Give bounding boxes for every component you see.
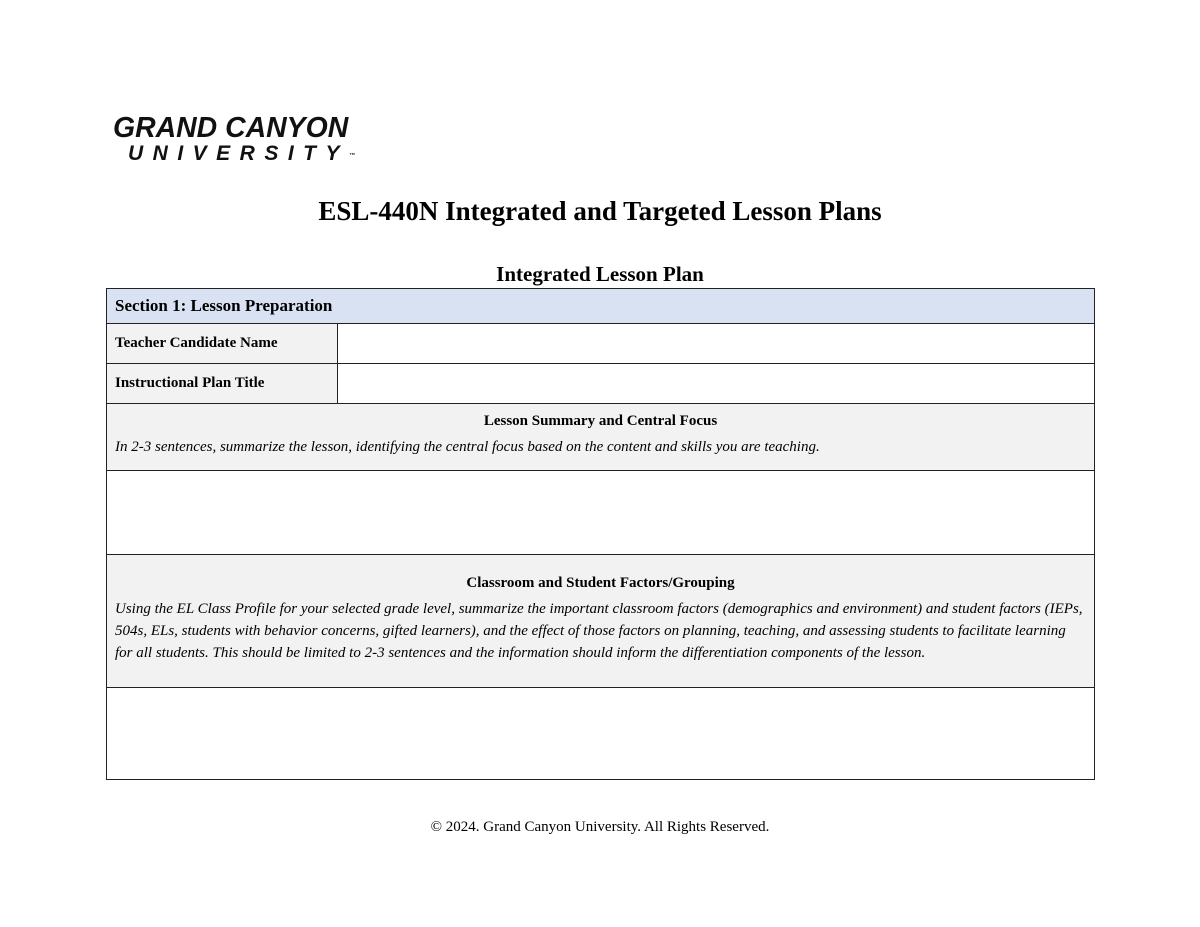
teacher-name-field[interactable] (338, 324, 1095, 364)
university-logo (113, 113, 373, 165)
summary-prompt-cell (107, 404, 1095, 471)
table-row (107, 324, 1095, 364)
document-subtitle: Integrated Lesson Plan (496, 262, 704, 286)
teacher-name-label: Teacher Candidate Name (107, 324, 338, 364)
copyright-footer: © 2024. Grand Canyon University. All Rights Reserved. (430, 819, 770, 835)
lesson-plan-table (106, 288, 1095, 780)
factors-response-field[interactable] (107, 688, 1095, 780)
factors-heading: Classroom and Student Factors/Grouping (466, 574, 735, 591)
logo-line-1: GRAND CANYON (113, 112, 349, 144)
summary-response-field[interactable] (107, 471, 1095, 555)
summary-heading: Lesson Summary and Central Focus (483, 412, 718, 429)
section-header: Section 1: Lesson Preparation (107, 289, 1095, 324)
trademark-symbol: ™ (349, 153, 356, 159)
plan-title-label: Instructional Plan Title (107, 364, 338, 404)
factors-instructions: Using the EL Class Profile for your selected grade level, summarize the important classroom factors (demographics and environment) and student factors (IEPs, 504s, ELs, students with behavior concerns, gifted learners), and the effect of those factors on planning, teaching, and assessing students to facilitate learning for all students. This should be limited to 2-3 sentences and the information should inform the differentiation components of the lesson. (115, 600, 1083, 661)
table-row (107, 364, 1095, 404)
summary-instructions: In 2-3 sentences, summarize the lesson, identifying the central focus based on the content and skills you are teaching. (115, 438, 820, 455)
document-title: ESL-440N Integrated and Targeted Lesson Plans (318, 196, 882, 226)
logo-line-2-text: UNIVERSITY (128, 142, 350, 165)
plan-title-field[interactable] (338, 364, 1095, 404)
logo-line-2 (128, 143, 373, 165)
factors-prompt-cell (107, 555, 1095, 688)
